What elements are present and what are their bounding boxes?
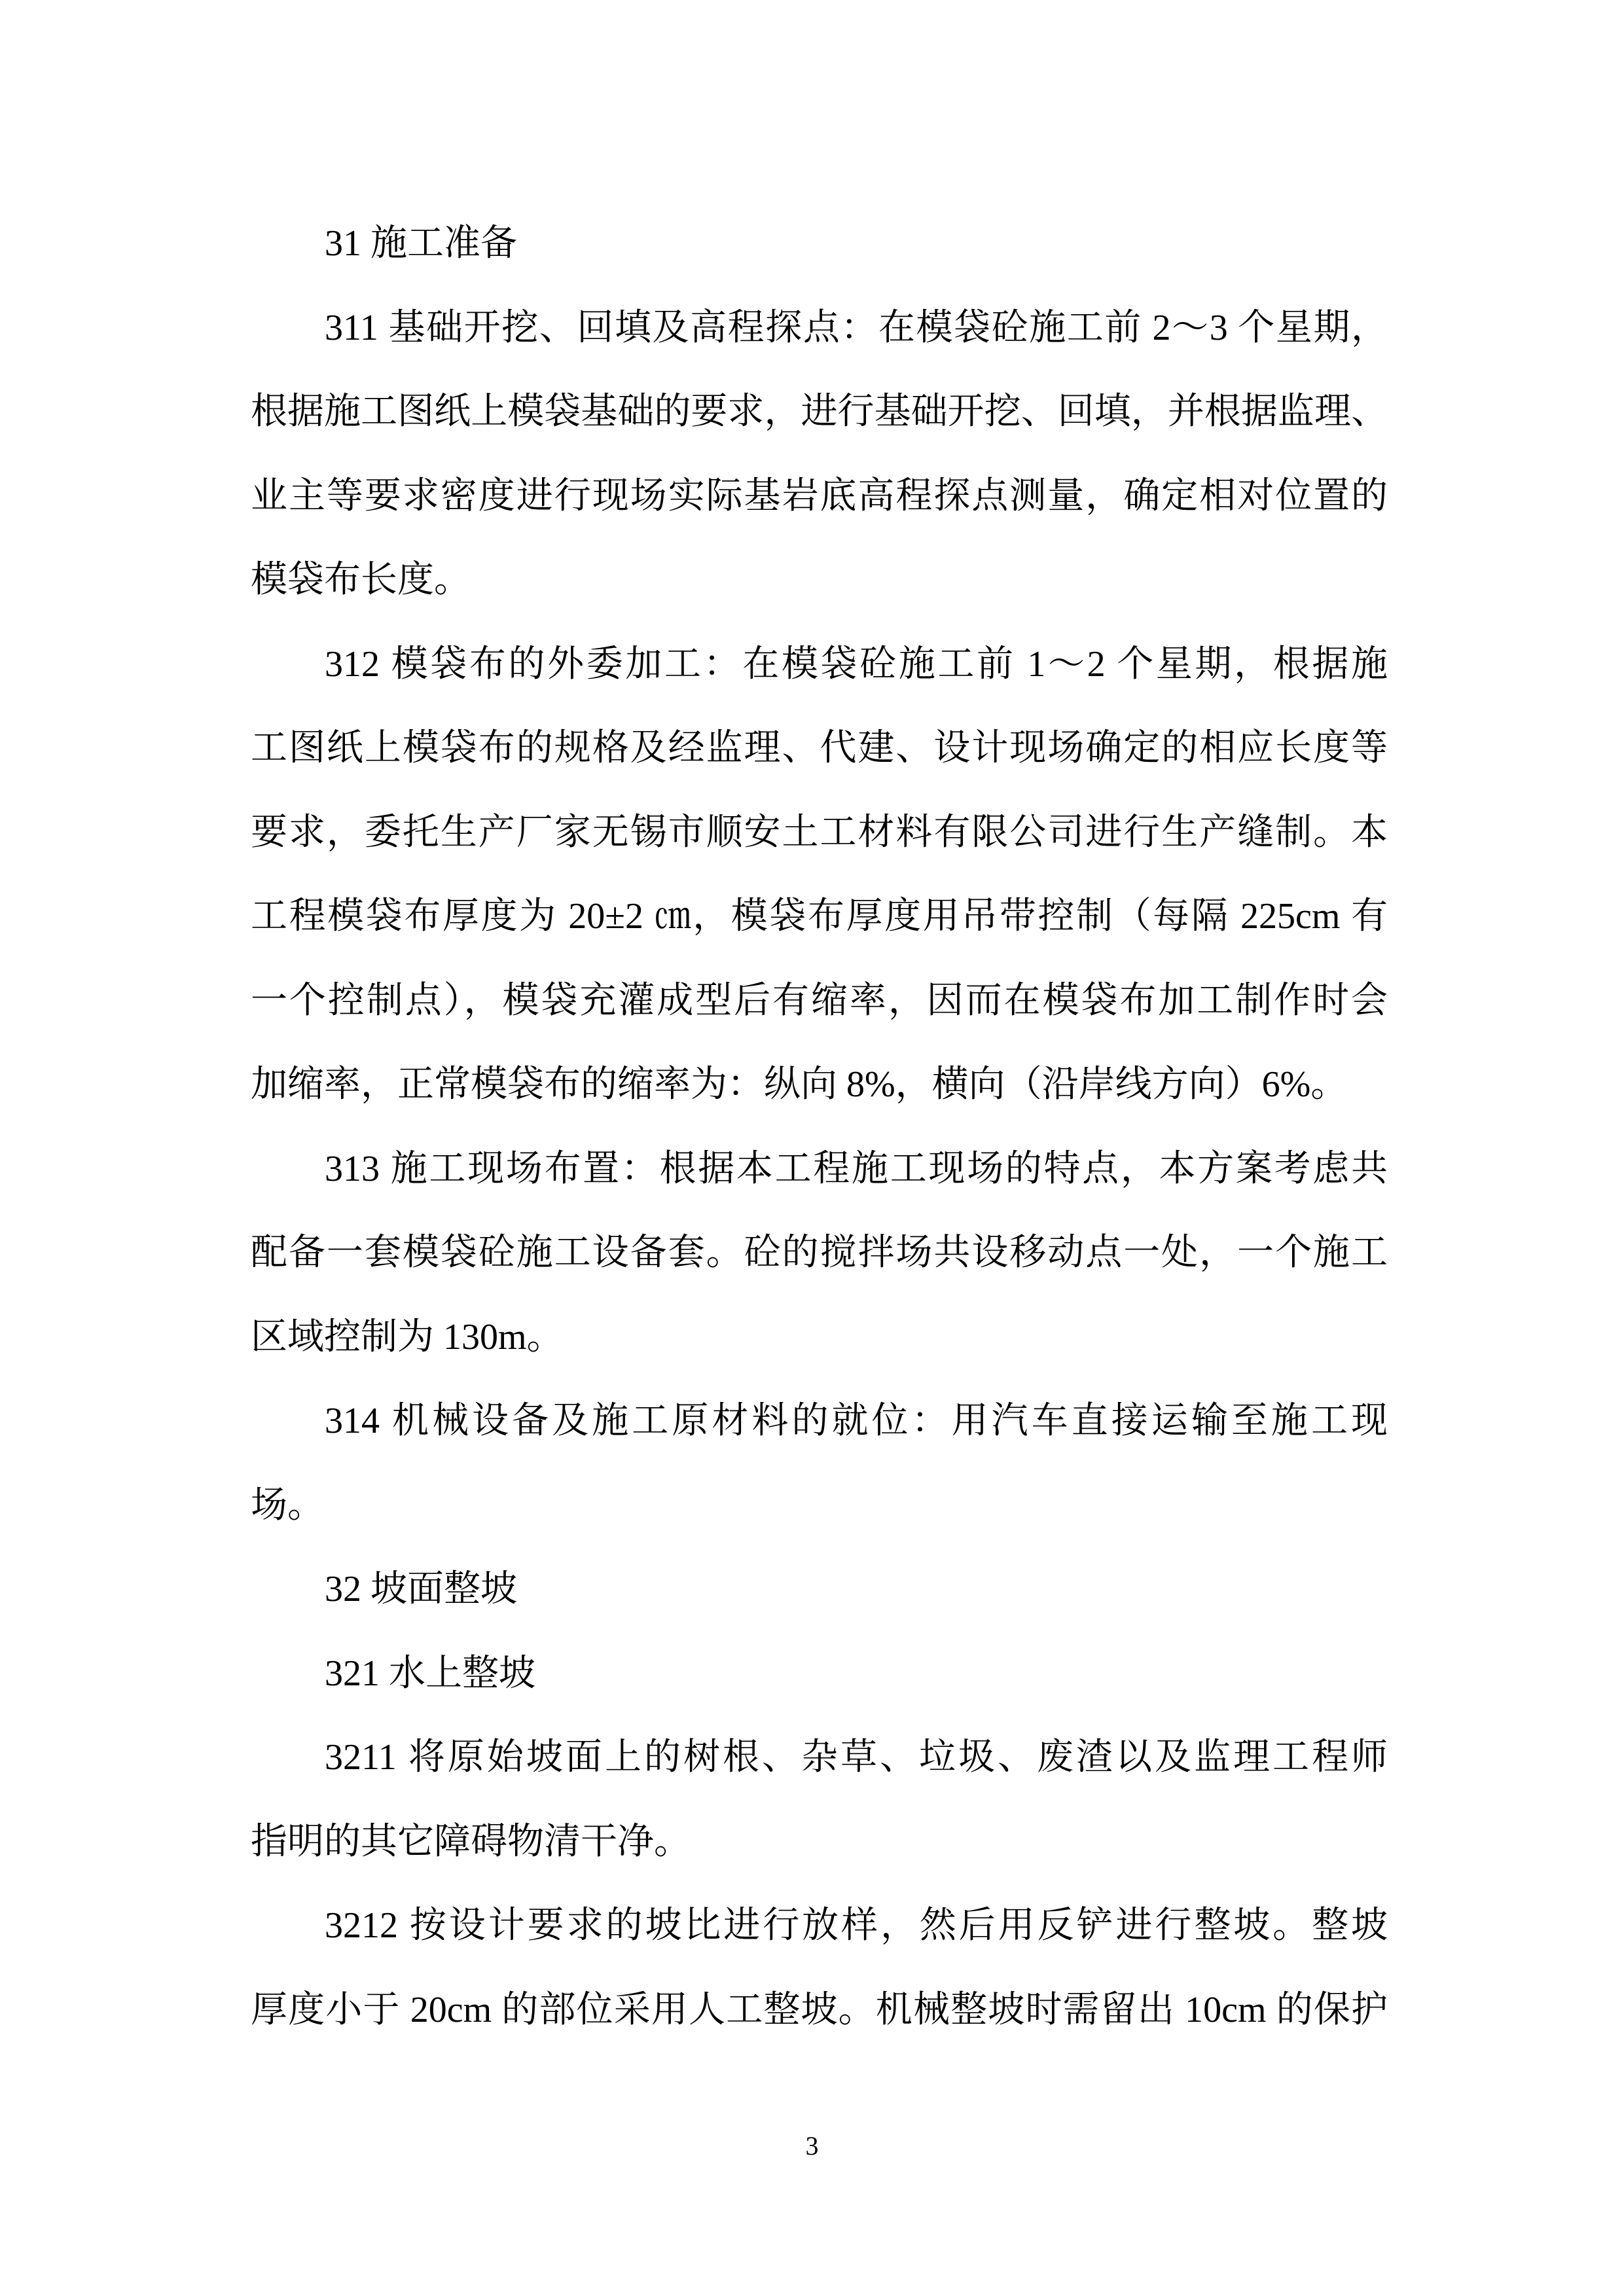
text-line: 32 坡面整坡 bbox=[325, 1569, 517, 1609]
text-line: 指明的其它障碍物清干净。 bbox=[251, 1821, 691, 1862]
document-body bbox=[251, 202, 1388, 2052]
text-line: 加缩率，正常模袋布的缩率为：纵向 8%，横向（沿岸线方向）6%。 bbox=[251, 1064, 1348, 1105]
text-line: 312 模袋布的外委加工：在模袋砼施工前 1～2 个星期，根据施 bbox=[325, 643, 1388, 685]
page-number: 3 bbox=[805, 2131, 819, 2161]
text-line: 3212 按设计要求的坡比进行放样，然后用反铲进行整坡。整坡 bbox=[325, 1905, 1388, 1946]
text-line: 要求，委托生产厂家无锡市顺安土工材料有限公司进行生产缝制。本 bbox=[251, 812, 1388, 853]
text-line: 厚度小于 20cm 的部位采用人工整坡。机械整坡时需留出 10cm 的保护 bbox=[251, 1989, 1388, 2030]
text-line: 31 施工准备 bbox=[325, 223, 517, 264]
text-line: 区域控制为 130m。 bbox=[251, 1316, 564, 1357]
text-line: 工程模袋布厚度为 20±2 ㎝，模袋布厚度用吊带控制（每隔 225cm 有 bbox=[251, 896, 1388, 937]
text-line: 313 施工现场布置：根据本工程施工现场的特点，本方案考虑共 bbox=[325, 1148, 1388, 1189]
text-line: 一个控制点），模袋充灌成型后有缩率，因而在模袋布加工制作时会 bbox=[251, 980, 1388, 1021]
text-line: 3211 将原始坡面上的树根、杂草、垃圾、废渣以及监理工程师 bbox=[325, 1737, 1388, 1778]
text-line: 场。 bbox=[251, 1484, 324, 1526]
text-line: 业主等要求密度进行现场实际基岩底高程探点测量，确定相对位置的 bbox=[251, 475, 1388, 516]
text-line: 根据施工图纸上模袋基础的要求，进行基础开挖、回填，并根据监理、 bbox=[251, 391, 1388, 432]
text-line: 314 机械设备及施工原材料的就位：用汽车直接运输至施工现 bbox=[325, 1401, 1388, 1441]
text-line: 模袋布长度。 bbox=[251, 560, 471, 600]
text-line: 311 基础开挖、回填及高程探点：在模袋砼施工前 2～3 个星期， bbox=[325, 307, 1388, 348]
text-line: 配备一套模袋砼施工设备套。砼的搅拌场共设移动点一处，一个施工 bbox=[251, 1232, 1388, 1273]
text-line: 321 水上整坡 bbox=[325, 1653, 535, 1694]
text-line: 工图纸上模袋布的规格及经监理、代建、设计现场确定的相应长度等 bbox=[251, 728, 1388, 768]
